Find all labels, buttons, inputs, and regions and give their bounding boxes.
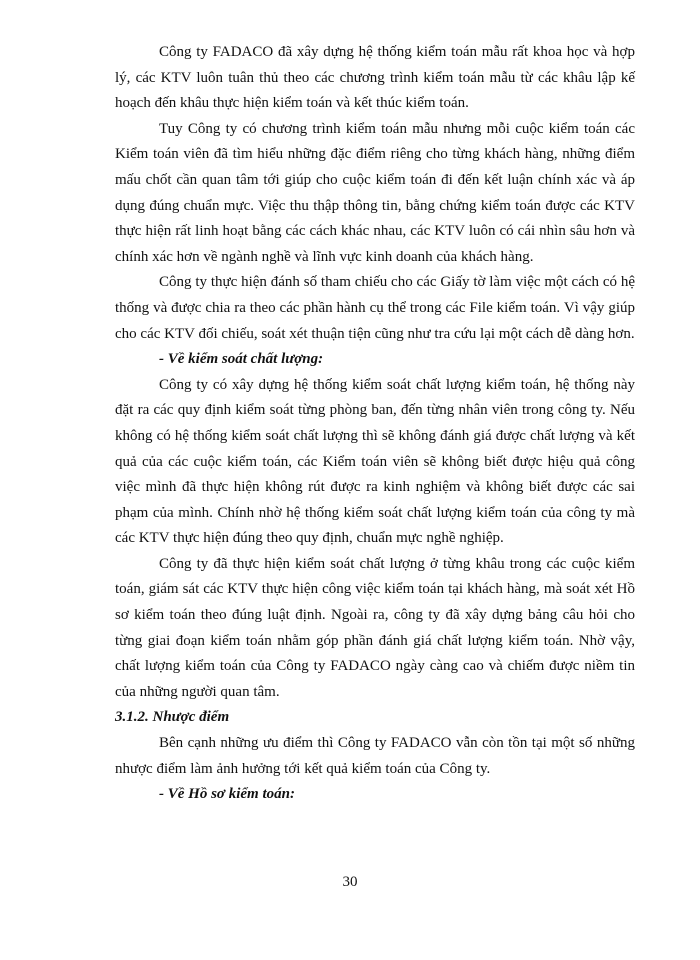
page-number: 30 (342, 874, 358, 890)
paragraph-quality-stages: Công ty đã thực hiện kiểm soát chất lượng ở từng khâu trong các cuộc kiểm toán, giám sát các KTV thực hiện công việc kiểm toán tại khách hàng, mà soát xét Hồ sơ kiểm toán theo đúng luật định. Ngoài ra, công ty đã xây dựng bảng câu hỏi cho từng giai đoạn kiểm toán nhằm góp phần đánh giá chất lượng kiểm toán. Nhờ vậy, chất lượng kiểm toán của Công ty FADACO ngày càng cao và chiếm được niềm tin của những người quan tâm. (115, 555, 635, 700)
section-heading-weaknesses: 3.1.2. Nhược điểm (115, 709, 230, 726)
heading-quality-control: - Về kiểm soát chất lượng: (159, 351, 324, 368)
paragraph-quality-system: Công ty có xây dựng hệ thống kiểm soát chất lượng kiểm toán, hệ thống này đặt ra các quy định kiểm soát từng phòng ban, đến từng nhân viên trong công ty. Nếu không có hệ thống kiểm soát chất lượng thì sẽ không đánh giá được chất lượng và kết quả của các cuộc kiểm toán, các Kiểm toán viên sẽ không biết được hiệu quả công việc mình đã thực hiện không rút được ra kinh nghiệm và không biết được các sai phạm của mình. Chính nhờ hệ thống kiểm soát chất lượng kiểm toán của công ty mà các KTV thực hiện đúng theo quy định, chuẩn mực nghề nghiệp. (115, 376, 635, 547)
heading-audit-files: - Về Hồ sơ kiểm toán: (159, 786, 295, 803)
paragraph-reference-numbering: Công ty thực hiện đánh số tham chiếu cho các Giấy tờ làm việc một cách có hệ thống và được chia ra theo các phần hành cụ thể trong các File kiểm toán. Vì vậy giúp cho các KTV đối chiếu, soát xét thuận tiện cũng như tra cứu lại một cách dễ dàng hơn. (115, 274, 635, 342)
document-page (115, 40, 635, 808)
paragraph-weaknesses-intro: Bên cạnh những ưu điểm thì Công ty FADACO vẫn còn tồn tại một số những nhược điểm làm ảnh hưởng tới kết quả kiểm toán của Công ty. (115, 735, 635, 777)
paragraph-fadaco-audit-system: Công ty FADACO đã xây dựng hệ thống kiểm toán mẫu rất khoa học và hợp lý, các KTV luôn tuân thủ theo các chương trình kiểm toán mẫu từ các khâu lập kế hoạch đến khâu thực hiện kiểm toán và kết thúc kiểm toán. (115, 44, 635, 112)
paragraph-audit-program: Tuy Công ty có chương trình kiểm toán mẫu nhưng mỗi cuộc kiểm toán các Kiểm toán viên đã tìm hiểu những đặc điểm riêng cho từng khách hàng, những điểm mấu chốt cần quan tâm tới giúp cho cuộc kiểm toán đi đến kết luận chính xác và áp dụng đúng chuẩn mực. Việc thu thập thông tin, bằng chứng kiểm toán được các KTV thực hiện rất linh hoạt bằng các cách khác nhau, các KTV luôn có cái nhìn sâu hơn và chính xác hơn về ngành nghề và lĩnh vực kinh doanh của khách hàng. (115, 120, 635, 265)
